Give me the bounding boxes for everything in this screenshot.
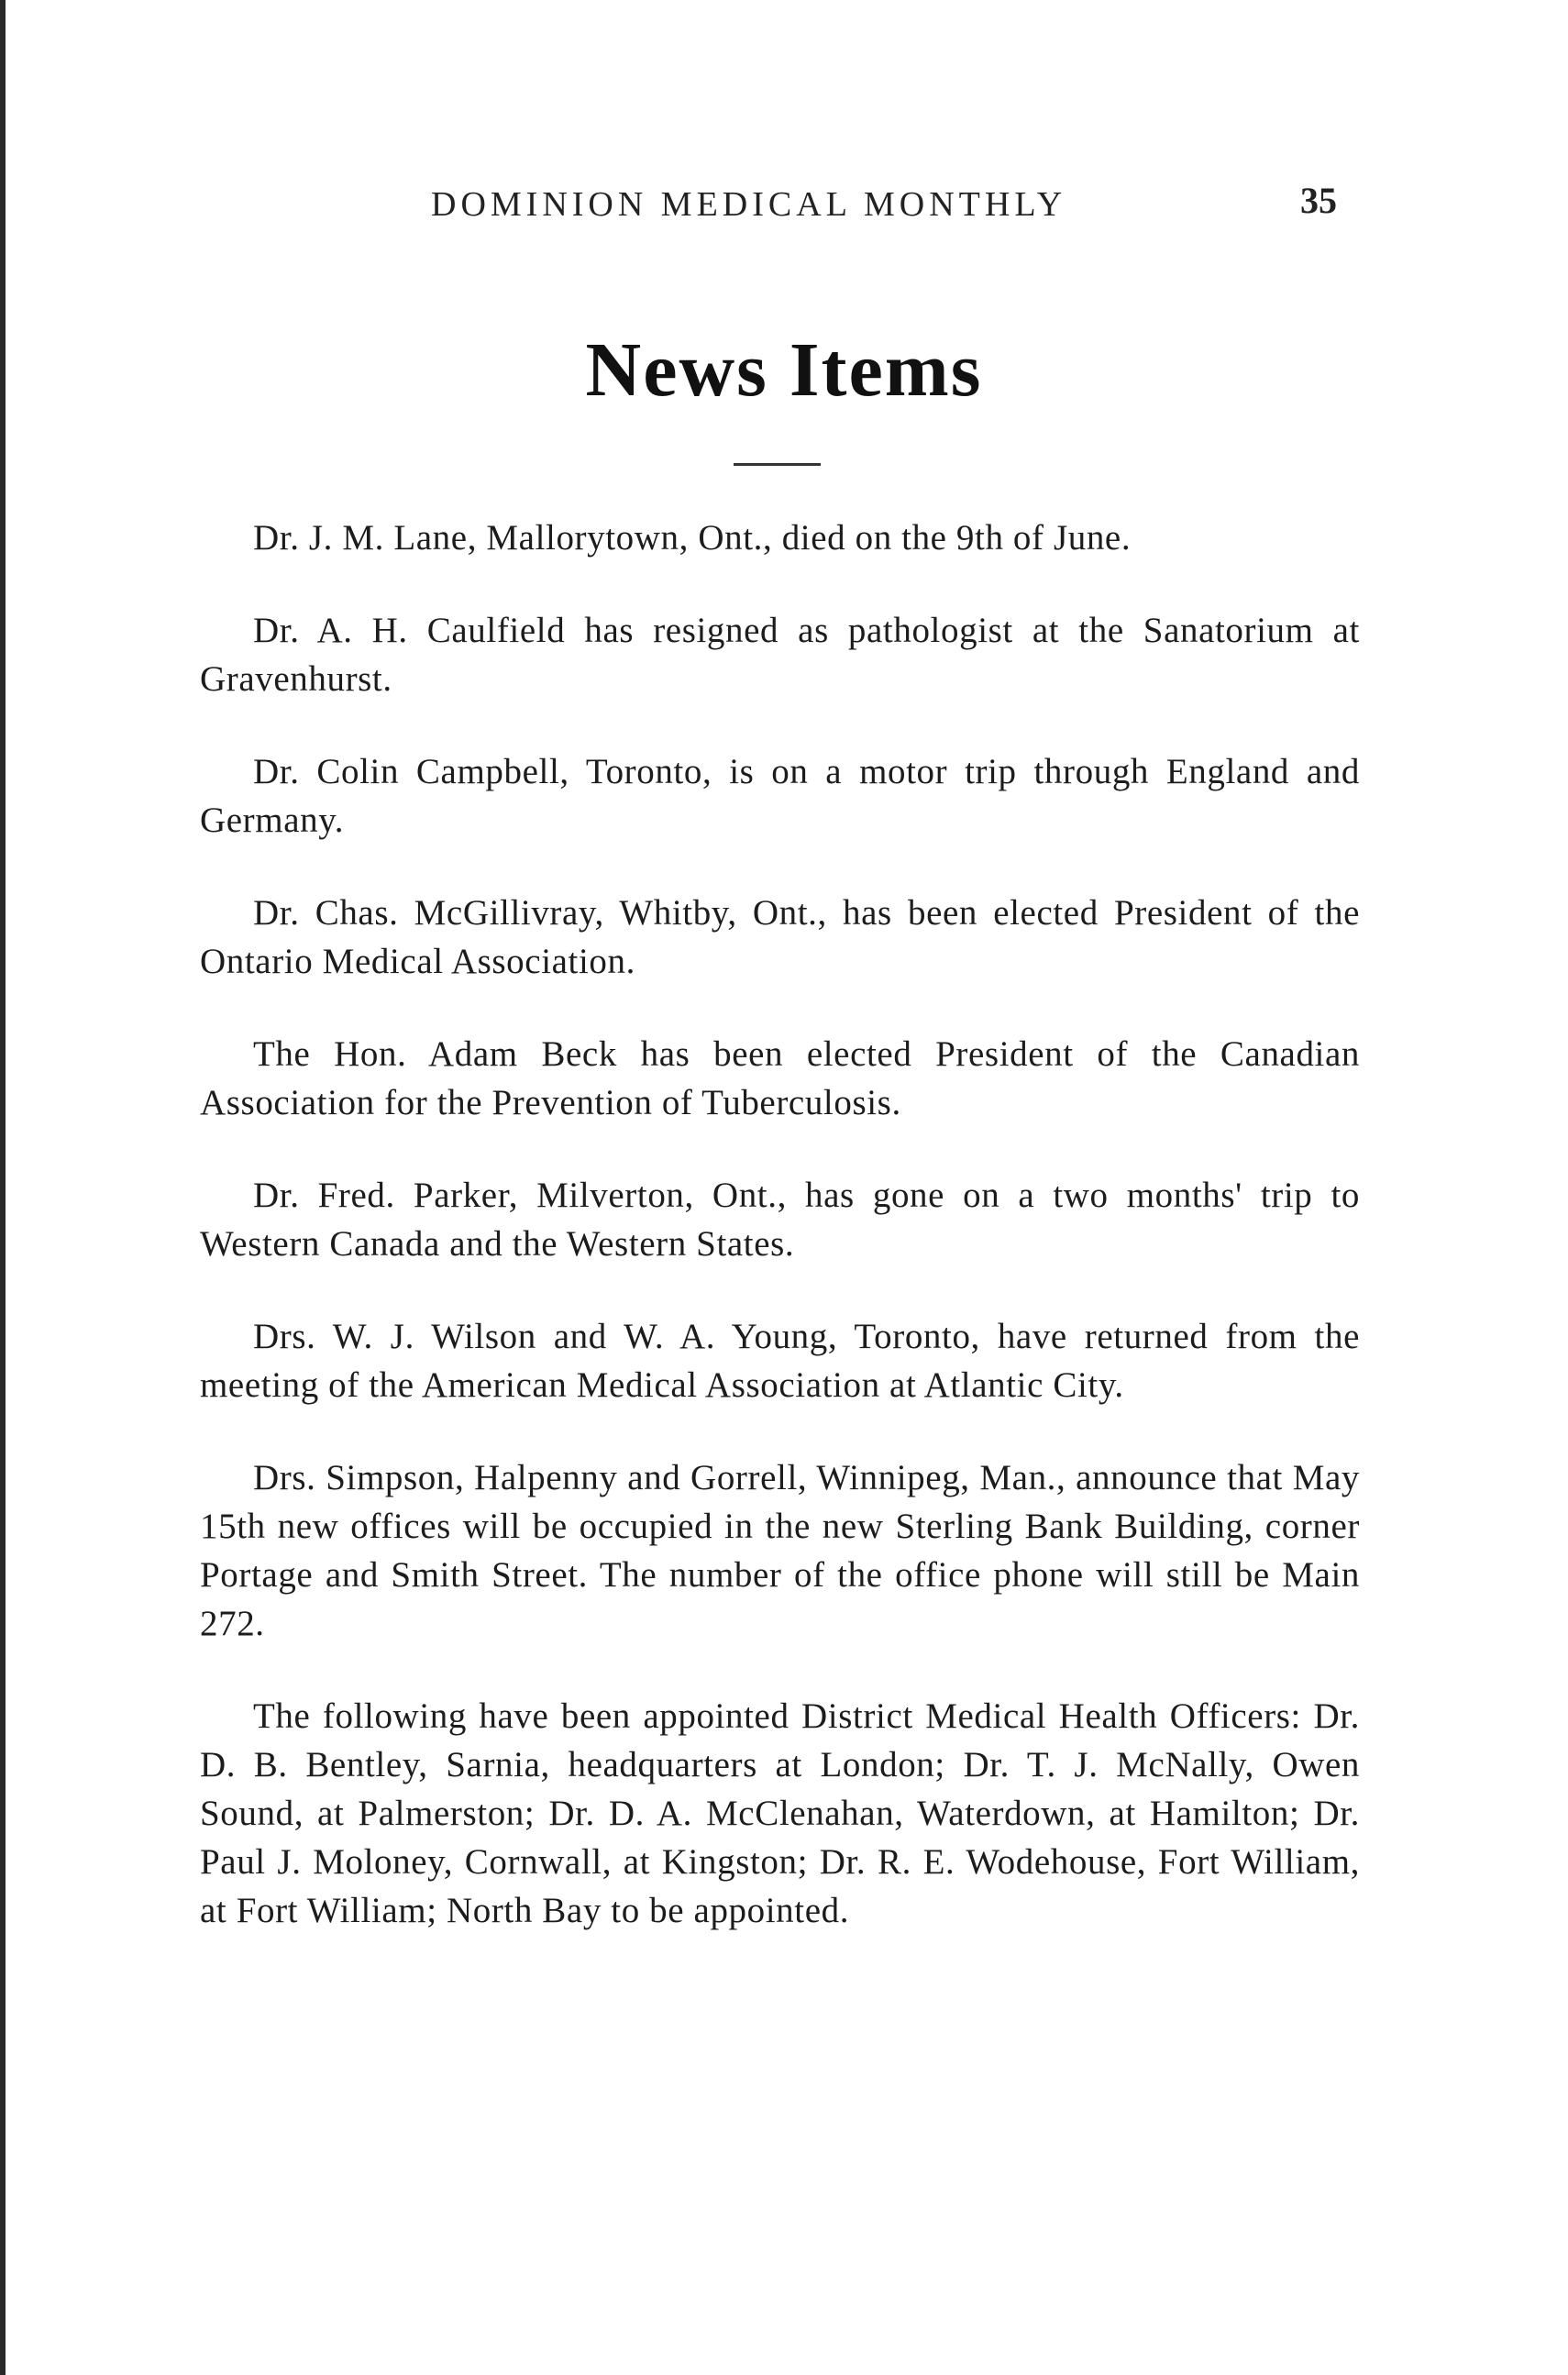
news-item: The Hon. Adam Beck has been elected President of the Canadian Association for the Prevention of Tuberculosis. bbox=[200, 1034, 1360, 1122]
section-heading: News Items bbox=[585, 327, 983, 413]
news-item: The following have been appointed District Medical Health Officers: Dr. D. B. Bentley, Sarnia, headquarters at London; Dr. T. J. McNally, Owen Sound, at Palmerston; Dr. D. A. McClenahan, Waterdown, at Hamilton; Dr. Paul J. Moloney, Cornwall, at Kingston; Dr. R. E. Wodehouse, Fort William, at Fort William; North Bay to be appointed. bbox=[200, 1696, 1360, 1930]
news-item: Dr. Chas. McGillivray, Whitby, Ont., has been elected President of the Ontario Medical Association. bbox=[200, 893, 1360, 981]
news-item: Dr. Colin Campbell, Toronto, is on a motor trip through England and Germany. bbox=[200, 752, 1360, 840]
news-item: Dr. A. H. Caulfield has resigned as pathologist at the Sanatorium at Gravenhurst. bbox=[200, 611, 1360, 699]
heading-rule bbox=[734, 463, 821, 466]
news-items bbox=[200, 514, 1360, 1979]
page-number: 35 bbox=[1300, 180, 1337, 221]
running-head bbox=[0, 179, 1568, 234]
journal-title: DOMINION MEDICAL MONTHLY bbox=[431, 185, 1067, 224]
news-item: Drs. Simpson, Halpenny and Gorrell, Winnipeg, Man., announce that May 15th new offices will be occupied in the new Sterling Bank Building, corner Portage and Smith Street. The number of the office phone will still be Main 272. bbox=[200, 1458, 1360, 1643]
news-item: Drs. W. J. Wilson and W. A. Young, Toronto, have returned from the meeting of the American Medical Association at Atlantic City. bbox=[200, 1317, 1360, 1405]
news-item: Dr. J. M. Lane, Mallorytown, Ont., died on the 9th of June. bbox=[253, 518, 1132, 558]
news-item: Dr. Fred. Parker, Milverton, Ont., has gone on a two months' trip to Western Canada and the Western States. bbox=[200, 1176, 1360, 1264]
